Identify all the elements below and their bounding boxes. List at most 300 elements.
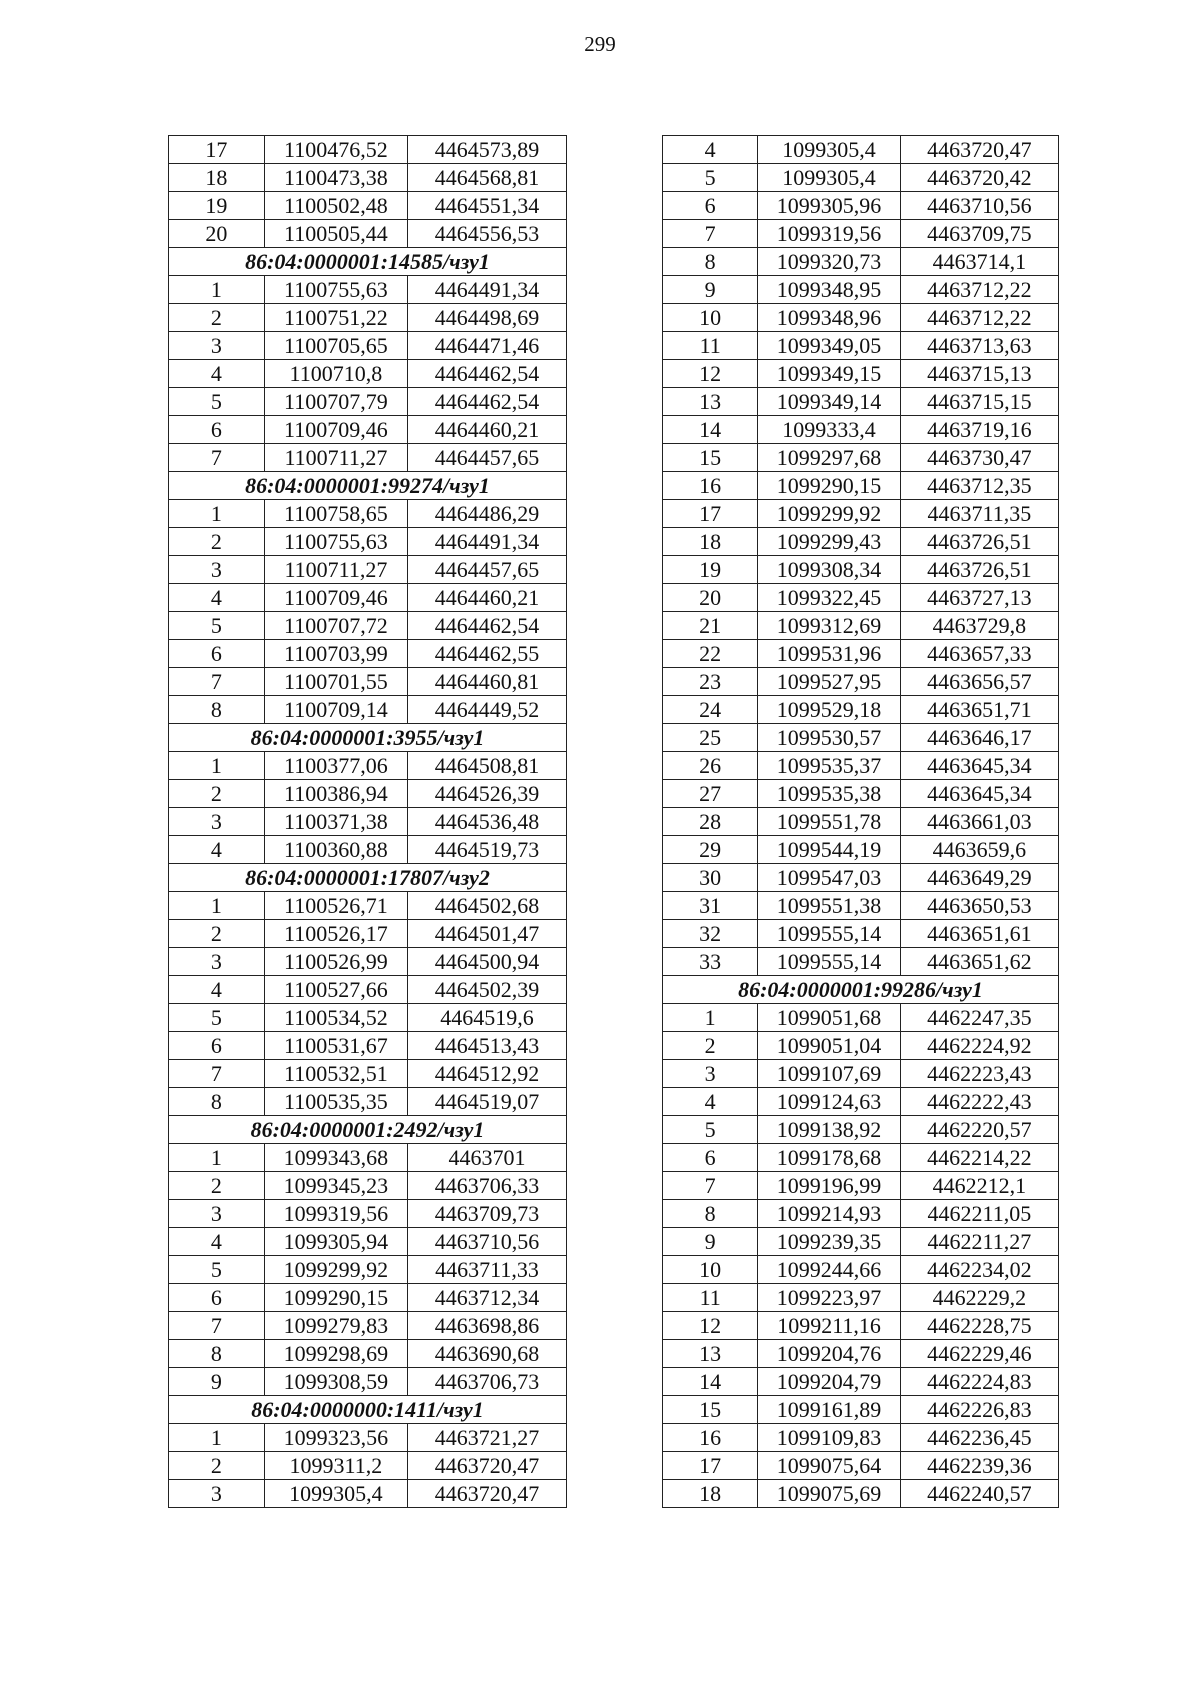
x-coordinate-cell: 1099075,64 [758,1452,900,1480]
point-number-cell: 10 [663,1256,758,1284]
y-coordinate-cell: 4464551,34 [407,192,566,220]
point-number-cell: 20 [663,584,758,612]
point-number-cell: 7 [169,668,265,696]
point-number-cell: 13 [663,1340,758,1368]
y-coordinate-cell: 4462247,35 [900,1004,1058,1032]
point-number-cell: 4 [169,976,265,1004]
x-coordinate-cell: 1100710,8 [264,360,407,388]
x-coordinate-cell: 1100377,06 [264,752,407,780]
point-number-cell: 15 [663,444,758,472]
page-number: 299 [584,32,616,56]
table-row [663,136,1059,164]
table-row [169,444,567,472]
table-row [663,948,1059,976]
point-number-cell: 19 [663,556,758,584]
section-header-row [169,248,567,276]
point-number-cell: 2 [169,1452,265,1480]
y-coordinate-cell: 4463651,71 [900,696,1058,724]
x-coordinate-cell: 1099527,95 [758,668,900,696]
x-coordinate-cell: 1100502,48 [264,192,407,220]
table-row [663,1424,1059,1452]
table-row [663,1088,1059,1116]
y-coordinate-cell: 4463729,8 [900,612,1058,640]
x-coordinate-cell: 1099320,73 [758,248,900,276]
y-coordinate-cell: 4464556,53 [407,220,566,248]
section-header-row [663,976,1059,1004]
x-coordinate-cell: 1099305,94 [264,1228,407,1256]
y-coordinate-cell: 4464502,39 [407,976,566,1004]
x-coordinate-cell: 1100758,65 [264,500,407,528]
table-row [663,1060,1059,1088]
y-coordinate-cell: 4464519,6 [407,1004,566,1032]
parcel-code: 86:04:0000001:2492/чзу1 [169,1116,567,1144]
y-coordinate-cell: 4463726,51 [900,556,1058,584]
table-body [663,136,1059,1508]
y-coordinate-cell: 4464508,81 [407,752,566,780]
point-number-cell: 33 [663,948,758,976]
point-number-cell: 5 [663,1116,758,1144]
y-coordinate-cell: 4462214,22 [900,1144,1058,1172]
x-coordinate-cell: 1100755,63 [264,276,407,304]
x-coordinate-cell: 1099299,92 [758,500,900,528]
table-row [663,1480,1059,1508]
y-coordinate-cell: 4462226,83 [900,1396,1058,1424]
point-number-cell: 4 [169,360,265,388]
x-coordinate-cell: 1099333,4 [758,416,900,444]
table-row [169,612,567,640]
x-coordinate-cell: 1099305,4 [758,136,900,164]
table-row [169,836,567,864]
table-row [663,1172,1059,1200]
x-coordinate-cell: 1099345,23 [264,1172,407,1200]
x-coordinate-cell: 1100707,79 [264,388,407,416]
coordinate-table-right [662,135,1059,1508]
y-coordinate-cell: 4462222,43 [900,1088,1058,1116]
table-row [169,192,567,220]
x-coordinate-cell: 1100707,72 [264,612,407,640]
table-row [663,444,1059,472]
table-row [663,920,1059,948]
y-coordinate-cell: 4462224,92 [900,1032,1058,1060]
table-row [169,752,567,780]
x-coordinate-cell: 1099322,45 [758,584,900,612]
x-coordinate-cell: 1099204,79 [758,1368,900,1396]
y-coordinate-cell: 4463706,73 [407,1368,566,1396]
point-number-cell: 3 [169,948,265,976]
point-number-cell: 12 [663,360,758,388]
y-coordinate-cell: 4462212,1 [900,1172,1058,1200]
x-coordinate-cell: 1100535,35 [264,1088,407,1116]
y-coordinate-cell: 4463711,33 [407,1256,566,1284]
y-coordinate-cell: 4462211,05 [900,1200,1058,1228]
point-number-cell: 6 [169,416,265,444]
y-coordinate-cell: 4462240,57 [900,1480,1058,1508]
y-coordinate-cell: 4464486,29 [407,500,566,528]
y-coordinate-cell: 4462228,75 [900,1312,1058,1340]
y-coordinate-cell: 4462211,27 [900,1228,1058,1256]
point-number-cell: 8 [169,1340,265,1368]
point-number-cell: 11 [663,332,758,360]
table-row [663,668,1059,696]
y-coordinate-cell: 4464462,54 [407,388,566,416]
point-number-cell: 26 [663,752,758,780]
table-row [663,1228,1059,1256]
x-coordinate-cell: 1100526,99 [264,948,407,976]
x-coordinate-cell: 1099299,92 [264,1256,407,1284]
point-number-cell: 2 [169,1172,265,1200]
y-coordinate-cell: 4463712,34 [407,1284,566,1312]
table-row [663,696,1059,724]
point-number-cell: 5 [169,612,265,640]
point-number-cell: 5 [663,164,758,192]
table-row [663,416,1059,444]
point-number-cell: 2 [663,1032,758,1060]
point-number-cell: 2 [169,920,265,948]
y-coordinate-cell: 4464500,94 [407,948,566,976]
point-number-cell: 13 [663,388,758,416]
table-row [169,584,567,612]
y-coordinate-cell: 4463715,15 [900,388,1058,416]
point-number-cell: 9 [169,1368,265,1396]
x-coordinate-cell: 1099204,76 [758,1340,900,1368]
y-coordinate-cell: 4464491,34 [407,276,566,304]
y-coordinate-cell: 4463698,86 [407,1312,566,1340]
parcel-code: 86:04:0000001:14585/чзу1 [169,248,567,276]
x-coordinate-cell: 1100711,27 [264,556,407,584]
point-number-cell: 2 [169,304,265,332]
table-row [169,1340,567,1368]
table-row [663,1452,1059,1480]
x-coordinate-cell: 1099308,34 [758,556,900,584]
y-coordinate-cell: 4463726,51 [900,528,1058,556]
point-number-cell: 3 [169,556,265,584]
y-coordinate-cell: 4463715,13 [900,360,1058,388]
x-coordinate-cell: 1099223,97 [758,1284,900,1312]
y-coordinate-cell: 4463719,16 [900,416,1058,444]
table-row [663,388,1059,416]
x-coordinate-cell: 1099075,69 [758,1480,900,1508]
y-coordinate-cell: 4464573,89 [407,136,566,164]
table-row [663,892,1059,920]
table-row [169,1424,567,1452]
y-coordinate-cell: 4464460,21 [407,584,566,612]
x-coordinate-cell: 1099124,63 [758,1088,900,1116]
y-coordinate-cell: 4464519,07 [407,1088,566,1116]
x-coordinate-cell: 1099349,14 [758,388,900,416]
x-coordinate-cell: 1099299,43 [758,528,900,556]
point-number-cell: 27 [663,780,758,808]
point-number-cell: 2 [169,528,265,556]
point-number-cell: 7 [169,1312,265,1340]
table-row [663,1200,1059,1228]
x-coordinate-cell: 1099178,68 [758,1144,900,1172]
table-row [663,752,1059,780]
point-number-cell: 4 [169,584,265,612]
point-number-cell: 3 [169,332,265,360]
y-coordinate-cell: 4462229,2 [900,1284,1058,1312]
table-row [663,724,1059,752]
table-body [169,136,567,1508]
table-row [169,1256,567,1284]
section-header-row [169,1396,567,1424]
y-coordinate-cell: 4464460,81 [407,668,566,696]
y-coordinate-cell: 4463720,47 [900,136,1058,164]
x-coordinate-cell: 1100527,66 [264,976,407,1004]
point-number-cell: 24 [663,696,758,724]
table-row [169,416,567,444]
table-row [169,528,567,556]
table-row [169,1060,567,1088]
point-number-cell: 3 [169,1200,265,1228]
table-row [169,276,567,304]
table-row [169,1284,567,1312]
table-row [169,780,567,808]
table-row [169,892,567,920]
table-row [663,1396,1059,1424]
x-coordinate-cell: 1099239,35 [758,1228,900,1256]
x-coordinate-cell: 1099298,69 [264,1340,407,1368]
point-number-cell: 14 [663,1368,758,1396]
table-row [169,136,567,164]
x-coordinate-cell: 1099214,93 [758,1200,900,1228]
y-coordinate-cell: 4463710,56 [407,1228,566,1256]
point-number-cell: 7 [169,1060,265,1088]
table-row [169,388,567,416]
y-coordinate-cell: 4464460,21 [407,416,566,444]
point-number-cell: 1 [663,1004,758,1032]
point-number-cell: 6 [663,192,758,220]
point-number-cell: 23 [663,668,758,696]
x-coordinate-cell: 1100709,14 [264,696,407,724]
point-number-cell: 5 [169,1004,265,1032]
table-row [663,612,1059,640]
table-row [663,528,1059,556]
x-coordinate-cell: 1100473,38 [264,164,407,192]
table-row [169,948,567,976]
table-row [169,1032,567,1060]
table-row [663,780,1059,808]
point-number-cell: 16 [663,1424,758,1452]
point-number-cell: 31 [663,892,758,920]
point-number-cell: 18 [169,164,265,192]
point-number-cell: 8 [169,1088,265,1116]
x-coordinate-cell: 1099323,56 [264,1424,407,1452]
point-number-cell: 28 [663,808,758,836]
x-coordinate-cell: 1099348,95 [758,276,900,304]
y-coordinate-cell: 4463645,34 [900,752,1058,780]
y-coordinate-cell: 4464462,54 [407,360,566,388]
table-row [169,1172,567,1200]
point-number-cell: 1 [169,752,265,780]
table-row [663,276,1059,304]
y-coordinate-cell: 4462236,45 [900,1424,1058,1452]
x-coordinate-cell: 1099348,96 [758,304,900,332]
y-coordinate-cell: 4463709,75 [900,220,1058,248]
x-coordinate-cell: 1100709,46 [264,584,407,612]
y-coordinate-cell: 4463709,73 [407,1200,566,1228]
table-row [169,1144,567,1172]
table-row [663,1004,1059,1032]
table-row [663,864,1059,892]
y-coordinate-cell: 4463712,35 [900,472,1058,500]
table-row [169,1452,567,1480]
point-number-cell: 11 [663,1284,758,1312]
y-coordinate-cell: 4463720,47 [407,1452,566,1480]
point-number-cell: 4 [663,1088,758,1116]
y-coordinate-cell: 4464491,34 [407,528,566,556]
point-number-cell: 19 [169,192,265,220]
table-row [169,696,567,724]
table-row [169,164,567,192]
section-header-row [169,724,567,752]
y-coordinate-cell: 4462239,36 [900,1452,1058,1480]
point-number-cell: 3 [169,808,265,836]
table-row [169,1480,567,1508]
table-row [169,640,567,668]
x-coordinate-cell: 1099196,99 [758,1172,900,1200]
x-coordinate-cell: 1099305,4 [264,1480,407,1508]
x-coordinate-cell: 1099349,15 [758,360,900,388]
table-row [169,808,567,836]
table-row [169,1368,567,1396]
table-row [663,220,1059,248]
x-coordinate-cell: 1099308,59 [264,1368,407,1396]
table-row [663,1368,1059,1396]
y-coordinate-cell: 4463656,57 [900,668,1058,696]
x-coordinate-cell: 1099211,16 [758,1312,900,1340]
table-row [663,836,1059,864]
table-row [169,920,567,948]
parcel-code: 86:04:0000001:17807/чзу2 [169,864,567,892]
point-number-cell: 8 [169,696,265,724]
point-number-cell: 20 [169,220,265,248]
point-number-cell: 9 [663,276,758,304]
y-coordinate-cell: 4464471,46 [407,332,566,360]
point-number-cell: 4 [169,836,265,864]
parcel-code: 86:04:0000001:3955/чзу1 [169,724,567,752]
y-coordinate-cell: 4463659,6 [900,836,1058,864]
y-coordinate-cell: 4463712,22 [900,304,1058,332]
table-row [663,1144,1059,1172]
x-coordinate-cell: 1099244,66 [758,1256,900,1284]
table-row [663,360,1059,388]
y-coordinate-cell: 4462224,83 [900,1368,1058,1396]
y-coordinate-cell: 4464536,48 [407,808,566,836]
table-row [169,556,567,584]
point-number-cell: 17 [663,500,758,528]
point-number-cell: 32 [663,920,758,948]
x-coordinate-cell: 1099305,4 [758,164,900,192]
x-coordinate-cell: 1100476,52 [264,136,407,164]
x-coordinate-cell: 1099311,2 [264,1452,407,1480]
point-number-cell: 3 [663,1060,758,1088]
y-coordinate-cell: 4463712,22 [900,276,1058,304]
y-coordinate-cell: 4463701 [407,1144,566,1172]
y-coordinate-cell: 4464457,65 [407,556,566,584]
x-coordinate-cell: 1100371,38 [264,808,407,836]
x-coordinate-cell: 1099051,04 [758,1032,900,1060]
section-header-row [169,864,567,892]
x-coordinate-cell: 1099343,68 [264,1144,407,1172]
x-coordinate-cell: 1100751,22 [264,304,407,332]
y-coordinate-cell: 4463730,47 [900,444,1058,472]
table-row [663,472,1059,500]
y-coordinate-cell: 4463645,34 [900,780,1058,808]
point-number-cell: 21 [663,612,758,640]
point-number-cell: 18 [663,1480,758,1508]
point-number-cell: 4 [169,1228,265,1256]
x-coordinate-cell: 1100709,46 [264,416,407,444]
parcel-code: 86:04:0000000:1411/чзу1 [169,1396,567,1424]
table-row [663,556,1059,584]
y-coordinate-cell: 4464449,52 [407,696,566,724]
x-coordinate-cell: 1099319,56 [758,220,900,248]
x-coordinate-cell: 1100534,52 [264,1004,407,1032]
y-coordinate-cell: 4464502,68 [407,892,566,920]
y-coordinate-cell: 4463661,03 [900,808,1058,836]
point-number-cell: 8 [663,1200,758,1228]
point-number-cell: 8 [663,248,758,276]
y-coordinate-cell: 4463711,35 [900,500,1058,528]
table-row [663,1340,1059,1368]
y-coordinate-cell: 4463657,33 [900,640,1058,668]
section-header-row [169,1116,567,1144]
y-coordinate-cell: 4464457,65 [407,444,566,472]
point-number-cell: 17 [169,136,265,164]
point-number-cell: 6 [169,640,265,668]
x-coordinate-cell: 1099530,57 [758,724,900,752]
table-row [663,304,1059,332]
point-number-cell: 17 [663,1452,758,1480]
table-row [169,1088,567,1116]
point-number-cell: 1 [169,1144,265,1172]
table-row [169,332,567,360]
y-coordinate-cell: 4464462,55 [407,640,566,668]
table-row [663,1312,1059,1340]
x-coordinate-cell: 1099349,05 [758,332,900,360]
table-row [663,248,1059,276]
point-number-cell: 12 [663,1312,758,1340]
y-coordinate-cell: 4462229,46 [900,1340,1058,1368]
y-coordinate-cell: 4463710,56 [900,192,1058,220]
table-row [169,304,567,332]
x-coordinate-cell: 1099051,68 [758,1004,900,1032]
point-number-cell: 1 [169,1424,265,1452]
y-coordinate-cell: 4462220,57 [900,1116,1058,1144]
x-coordinate-cell: 1099138,92 [758,1116,900,1144]
table-row [663,332,1059,360]
y-coordinate-cell: 4463706,33 [407,1172,566,1200]
table-row [169,1228,567,1256]
x-coordinate-cell: 1099555,14 [758,948,900,976]
y-coordinate-cell: 4462234,02 [900,1256,1058,1284]
point-number-cell: 25 [663,724,758,752]
point-number-cell: 6 [169,1284,265,1312]
x-coordinate-cell: 1099297,68 [758,444,900,472]
x-coordinate-cell: 1099547,03 [758,864,900,892]
point-number-cell: 7 [663,1172,758,1200]
x-coordinate-cell: 1100711,27 [264,444,407,472]
table-row [169,220,567,248]
table-row [169,1200,567,1228]
x-coordinate-cell: 1100703,99 [264,640,407,668]
point-number-cell: 6 [169,1032,265,1060]
y-coordinate-cell: 4463714,1 [900,248,1058,276]
x-coordinate-cell: 1100705,65 [264,332,407,360]
table-row [663,640,1059,668]
point-number-cell: 18 [663,528,758,556]
y-coordinate-cell: 4464519,73 [407,836,566,864]
